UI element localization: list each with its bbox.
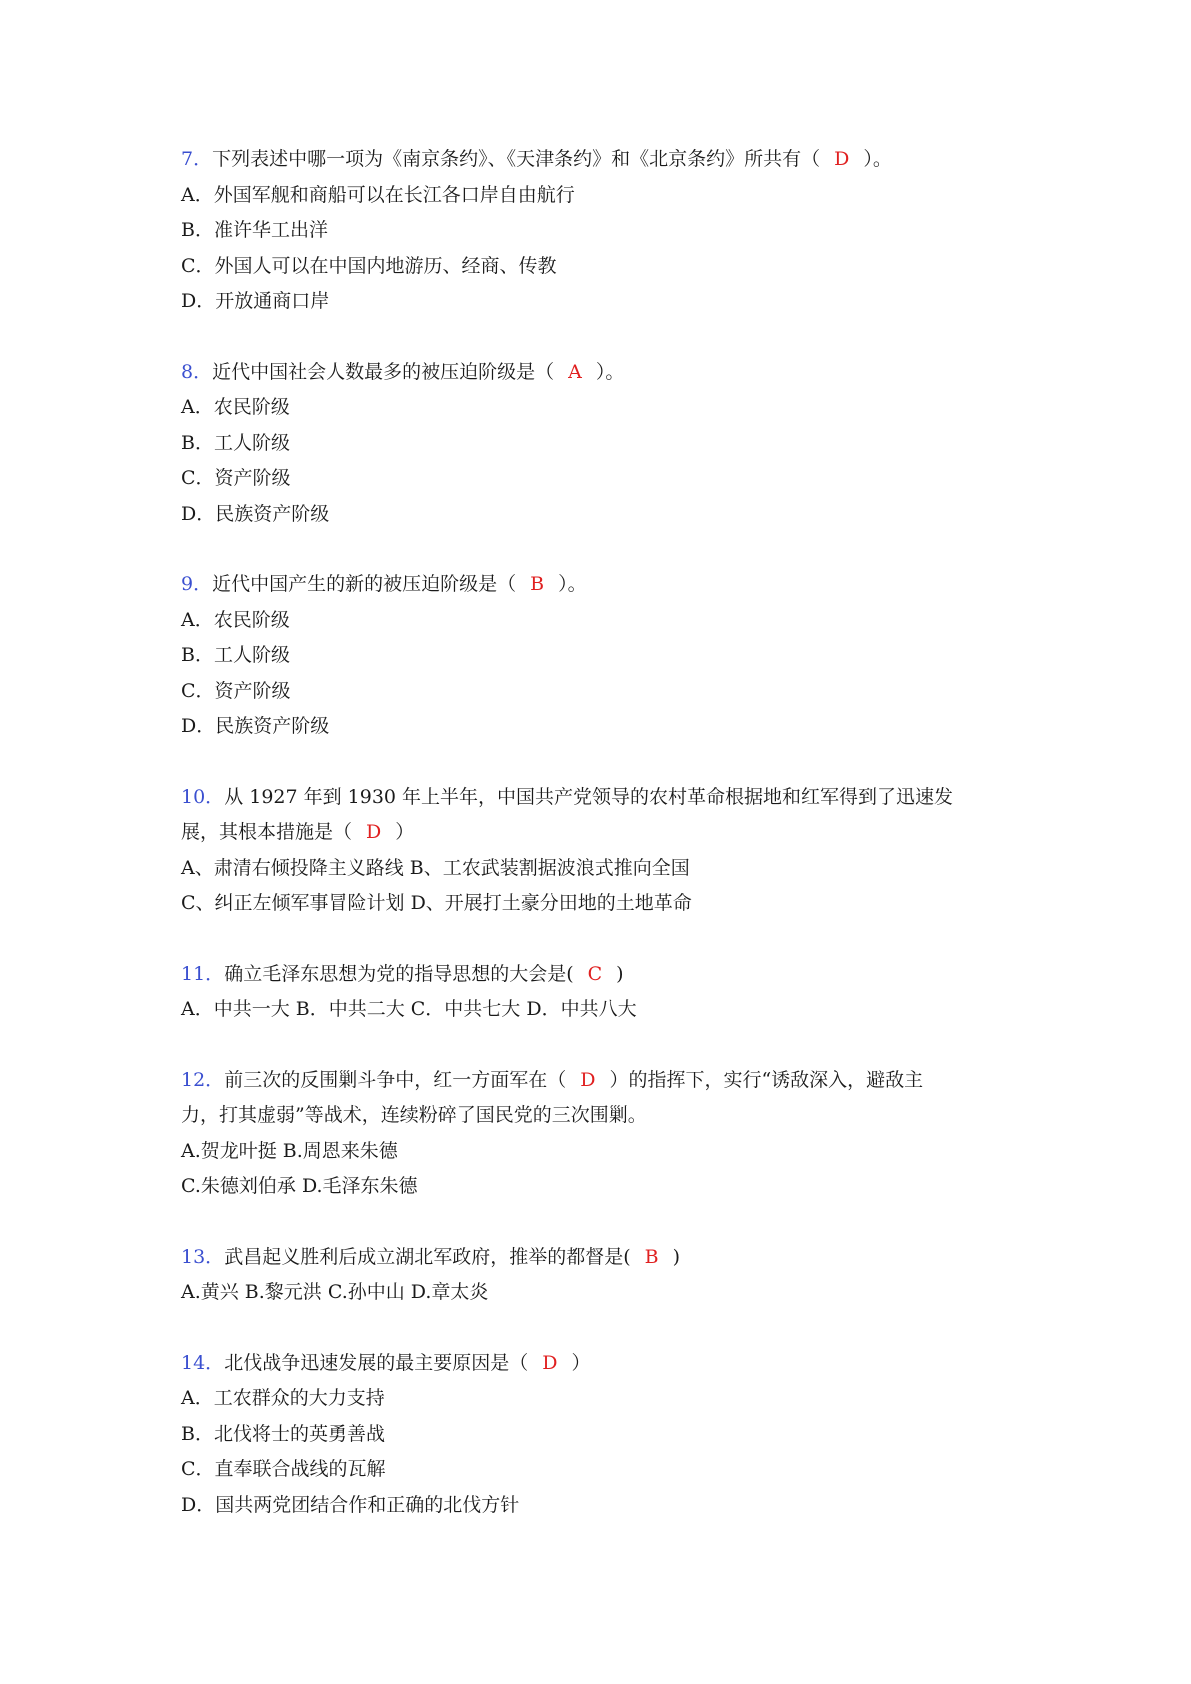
stem-text-after: ） bbox=[395, 821, 415, 843]
stem-text: 近代中国社会人数最多的被压迫阶级是（ bbox=[212, 360, 555, 383]
question-stem-cont: 力，打其虚弱”等战术，连续粉碎了国民党的三次围剿。 bbox=[181, 1104, 647, 1126]
option: C、纠正左倾军事冒险计划 D、开展打土豪分田地的土地革命 bbox=[181, 892, 692, 914]
option: B．工人阶级 bbox=[181, 644, 290, 666]
option: A.黄兴 B.黎元洪 C.孙中山 D.章太炎 bbox=[181, 1281, 489, 1303]
stem-text-after: ） bbox=[571, 1351, 591, 1374]
option: C．直奉联合战线的瓦解 bbox=[181, 1458, 386, 1480]
option: A．农民阶级 bbox=[181, 396, 290, 418]
answer-mark: B bbox=[530, 573, 545, 595]
option: B．北伐将士的英勇善战 bbox=[181, 1422, 385, 1445]
stem-text: 前三次的反围剿斗争中，红一方面军在（ bbox=[224, 1068, 567, 1091]
answer-mark: C bbox=[587, 962, 603, 985]
option: D．开放通商口岸 bbox=[181, 290, 330, 312]
question-14 bbox=[181, 1346, 1011, 1524]
question-stem bbox=[181, 780, 1011, 816]
question-10 bbox=[181, 780, 1011, 922]
question-number: 8． bbox=[181, 360, 213, 383]
stem-text-after: ）。 bbox=[558, 573, 587, 595]
answer-mark: D bbox=[366, 821, 382, 843]
option: D．民族资产阶级 bbox=[181, 715, 330, 737]
question-9 bbox=[181, 567, 1011, 745]
question-number: 12． bbox=[181, 1068, 225, 1091]
option: A、肃清右倾投降主义路线 B、工农武装割据波浪式推向全国 bbox=[181, 856, 690, 879]
question-stem bbox=[181, 567, 1011, 603]
option: B．准许华工出洋 bbox=[181, 219, 328, 241]
option: C．资产阶级 bbox=[181, 467, 291, 489]
question-stem bbox=[181, 957, 1011, 993]
option: A.贺龙叶挺 B.周恩来朱德 bbox=[181, 1139, 398, 1162]
stem-text: 武昌起义胜利后成立湖北军政府，推举的都督是( bbox=[224, 1245, 631, 1268]
stem-text-after: ）。 bbox=[595, 360, 625, 383]
option: D．民族资产阶级 bbox=[181, 502, 330, 525]
option: A．农民阶级 bbox=[181, 608, 290, 631]
stem-text-after: ) bbox=[672, 1245, 680, 1268]
question-stem bbox=[181, 142, 1011, 178]
option: C．外国人可以在中国内地游历、经商、传教 bbox=[181, 254, 557, 277]
stem-text: 北伐战争迅速发展的最主要原因是（ bbox=[224, 1351, 529, 1374]
answer-mark: D bbox=[542, 1351, 558, 1374]
stem-text: 从 1927 年到 1930 年上半年，中国共产党领导的农村革命根据地和红军得到了迅速发 bbox=[224, 785, 954, 808]
answer-mark: D bbox=[580, 1068, 596, 1091]
question-12 bbox=[181, 1063, 1011, 1205]
stem-text: 下列表述中哪一项为《南京条约》、《天津条约》和《北京条约》所共有（ bbox=[212, 148, 821, 170]
stem-text: 确立毛泽东思想为党的指导思想的大会是( bbox=[224, 962, 574, 985]
question-number: 13． bbox=[181, 1245, 225, 1268]
question-stem bbox=[181, 1240, 1011, 1276]
question-stem bbox=[181, 1063, 1011, 1099]
answer-mark: D bbox=[834, 148, 850, 170]
option: D．国共两党团结合作和正确的北伐方针 bbox=[181, 1493, 520, 1516]
stem-text-after: ）的指挥下，实行“诱敌深入，避敌主 bbox=[609, 1068, 924, 1091]
question-13 bbox=[181, 1240, 1011, 1311]
question-11 bbox=[181, 957, 1011, 1028]
stem-text-cont: 展，其根本措施是（ bbox=[181, 821, 353, 843]
question-number: 7． bbox=[181, 148, 213, 170]
stem-text-after: ) bbox=[616, 962, 624, 985]
option: A．工农群众的大力支持 bbox=[181, 1387, 385, 1409]
answer-mark: B bbox=[644, 1245, 659, 1268]
question-number: 9． bbox=[181, 573, 213, 595]
stem-text: 近代中国产生的新的被压迫阶级是（ bbox=[212, 573, 517, 595]
question-stem bbox=[181, 355, 1011, 391]
option: C．资产阶级 bbox=[181, 679, 291, 702]
answer-mark: A bbox=[568, 360, 582, 383]
question-8 bbox=[181, 355, 1011, 533]
question-7 bbox=[181, 142, 1011, 320]
question-number: 10． bbox=[181, 785, 225, 808]
question-stem bbox=[181, 1346, 1011, 1382]
option: B．工人阶级 bbox=[181, 431, 290, 454]
option: A．中共一大 B．中共二大 C．中共七大 D．中共八大 bbox=[181, 998, 637, 1020]
option: A．外国军舰和商船可以在长江各口岸自由航行 bbox=[181, 183, 575, 206]
option: C.朱德刘伯承 D.毛泽东朱德 bbox=[181, 1175, 418, 1197]
stem-text-after: ）。 bbox=[863, 148, 892, 170]
question-number: 11． bbox=[181, 962, 225, 985]
question-number: 14． bbox=[181, 1351, 225, 1374]
question-list bbox=[181, 142, 1011, 1558]
question-stem-cont bbox=[181, 815, 1011, 851]
